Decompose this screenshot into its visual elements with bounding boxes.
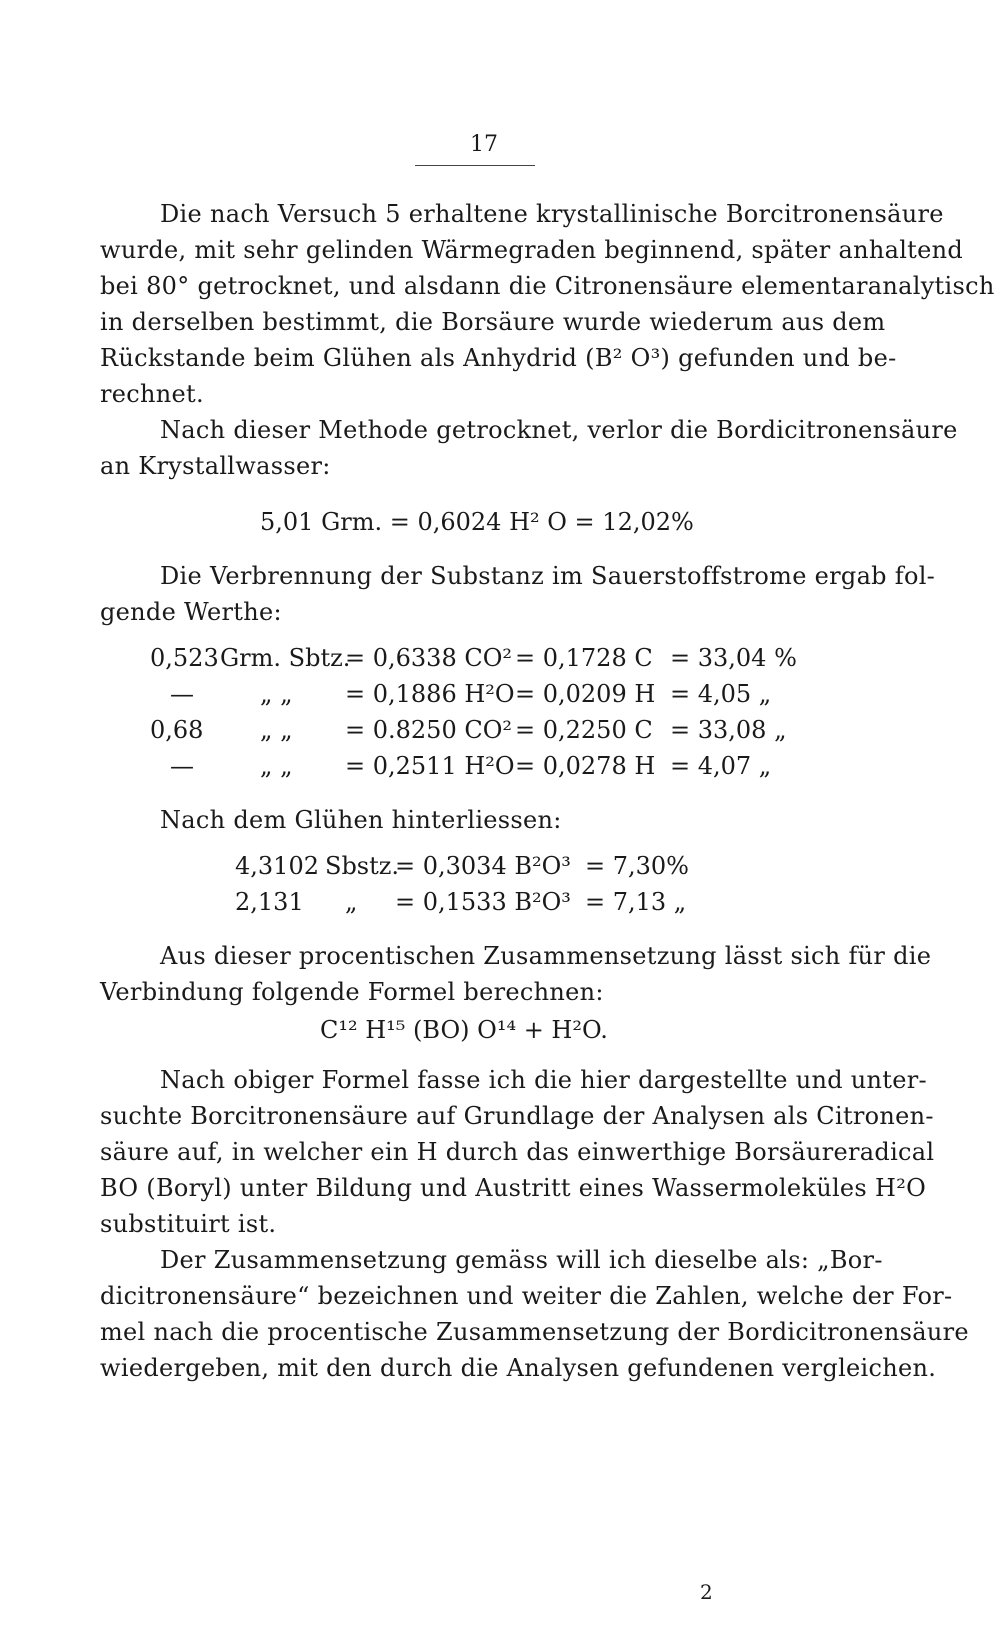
product-mass: = 0,1533 B²O³ <box>395 888 571 916</box>
sample-unit: „ „ <box>260 680 293 708</box>
para6-line-1: Nach obiger Formel fasse ich die hier dargestellte und unter- <box>160 1066 927 1094</box>
water-equation: 5,01 Grm. = 0,6024 H² O = 12,02% <box>260 508 694 536</box>
para3-line-1: Die Verbrennung der Substanz im Sauerstoffstrome ergab fol- <box>160 562 936 590</box>
element-mass: = 0,1728 C <box>515 644 653 672</box>
para6-line-3: säure auf, in welcher ein H durch das einwerthige Borsäureradical <box>100 1138 935 1166</box>
para7-line-3: mel nach die procentische Zusammensetzung der Bordicitronensäure <box>100 1318 969 1346</box>
sample-mass: 0,68 <box>150 716 204 744</box>
product-mass: = 0,2511 H²O <box>345 752 515 780</box>
sample-unit: „ <box>345 888 358 916</box>
percent: = 4,07 „ <box>670 752 772 780</box>
element-mass: = 0,0209 H <box>515 680 656 708</box>
para1-line-1: Die nach Versuch 5 erhaltene krystallinische Borcitronensäure <box>160 200 944 228</box>
percent: = 7,30% <box>585 852 689 880</box>
element-mass: = 0,0278 H <box>515 752 656 780</box>
element-mass: = 0,2250 C <box>515 716 653 744</box>
para5-line-2: Verbindung folgende Formel berechnen: <box>100 978 604 1006</box>
sample-mass: 4,3102 <box>235 852 319 880</box>
para2-line-1: Nach dieser Methode getrocknet, verlor die Bordicitronensäure <box>160 416 958 444</box>
para1-line-4: in derselben bestimmt, die Borsäure wurde wiederum aus dem <box>100 308 886 336</box>
sample-unit: „ „ <box>260 752 293 780</box>
para1-line-3: bei 80° getrocknet, und alsdann die Citronensäure elementaranalytisch <box>100 272 995 300</box>
percent: = 33,04 % <box>670 644 797 672</box>
header-rule <box>415 165 535 166</box>
para6-line-4: BO (Boryl) unter Bildung und Austritt eines Wassermoleküles H²O <box>100 1174 927 1202</box>
percent: = 4,05 „ <box>670 680 772 708</box>
para4: Nach dem Glühen hinterliessen: <box>160 806 562 834</box>
percent: = 7,13 „ <box>585 888 687 916</box>
product-mass: = 0,3034 B²O³ <box>395 852 571 880</box>
sample-unit: Sbstz. <box>325 852 400 880</box>
signature-mark: 2 <box>700 1580 713 1604</box>
product-mass: = 0,6338 CO² <box>345 644 513 672</box>
para5-line-1: Aus dieser procentischen Zusammensetzung lässt sich für die <box>160 942 932 970</box>
para7-line-1: Der Zusammensetzung gemäss will ich dieselbe als: „Bor- <box>160 1246 883 1274</box>
product-mass: = 0,1886 H²O <box>345 680 515 708</box>
para3-line-2: gende Werthe: <box>100 598 282 626</box>
para6-line-2: suchte Borcitronensäure auf Grundlage der Analysen als Citronen- <box>100 1102 934 1130</box>
product-mass: = 0.8250 CO² <box>345 716 513 744</box>
para1-line-6: rechnet. <box>100 380 204 408</box>
sample-mass: 2,131 <box>235 888 304 916</box>
para1-line-2: wurde, mit sehr gelinden Wärmegraden beginnend, später anhaltend <box>100 236 964 264</box>
page-number: 17 <box>470 132 498 157</box>
para7-line-4: wiedergeben, mit den durch die Analysen gefundenen vergleichen. <box>100 1354 937 1382</box>
sample-unit: „ „ <box>260 716 293 744</box>
para2-line-2: an Krystallwasser: <box>100 452 331 480</box>
sample-mass: — <box>170 752 194 780</box>
sample-mass: — <box>170 680 194 708</box>
percent: = 33,08 „ <box>670 716 787 744</box>
sample-unit: Grm. Sbtz. <box>220 644 351 672</box>
para1-line-5: Rückstande beim Glühen als Anhydrid (B² O³) gefunden und be- <box>100 344 897 372</box>
para7-line-2: dicitronensäure“ bezeichnen und weiter die Zahlen, welche der For- <box>100 1282 953 1310</box>
sample-mass: 0,523 <box>150 644 219 672</box>
para6-line-5: substituirt ist. <box>100 1210 277 1238</box>
formula: C¹² H¹⁵ (BO) O¹⁴ + H²O. <box>320 1016 608 1044</box>
